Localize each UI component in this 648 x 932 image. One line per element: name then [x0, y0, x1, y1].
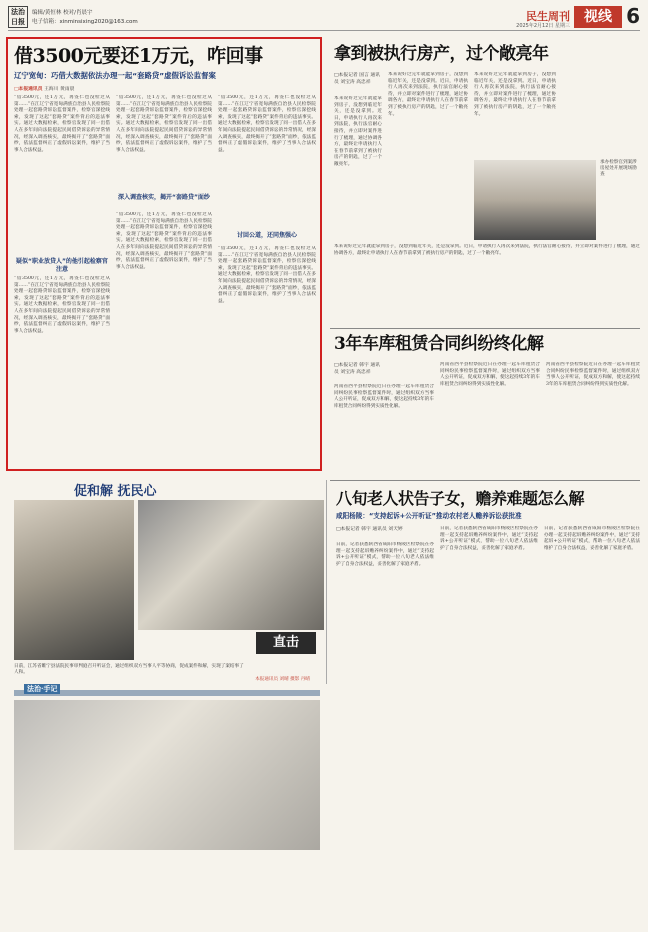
article5-body-col1: 日前，记者获悉陕西省咸阳市杨陵区检察院在办理一起支持起诉赡养纠纷案件中，通过“支持起诉+公开听证”模式，帮助一位八旬老人依法维护了自身合法权益，妥善化解了家庭矛盾。: [336, 542, 434, 567]
article1-body-col2: “借3500元，还1万元，再签仁也没检过从第……”在江辽宁省宽甸满族自治县人民检察院处理一起套路贷诉讼监督案件，检察官深挖线索，发现了这起“套路贷”案件背后的违法事实。通过大数据检索，检察官发现了同一出借人在多年间向法院提起民间借贷诉讼的异常情况，经深入调查核实，最终揭开了“套路贷”面纱，依法监督纠正了虚假诉讼案件，维护了当事人合法权益。: [116, 95, 212, 153]
article5-body-col2: 日前，记者获悉陕西省咸阳市杨陵区检察院在办理一起支持起诉赡养纠纷案件中，通过“支持起诉+公开听证”模式，帮助一位八旬老人依法维护了自身合法权益，妥善化解了家庭矛盾。: [440, 526, 538, 551]
bottom-ad-image: [14, 700, 320, 850]
article3-headline: 3年车库租赁合同纠纷终化解: [334, 334, 544, 354]
footer-label: 法治·手记: [24, 684, 60, 694]
article3-byline: □本报记者 韩宇 通讯员 刘宝涛 高忠祥: [334, 363, 380, 375]
column-divider: [326, 480, 327, 684]
email-line: 电子信箱：xinminsixing2020@163.com: [32, 19, 138, 25]
article3-body-col1: 河南省西平县检察院近日在办理一起车库租赁合同纠纷民事检察监督案件时，通过组织双方当事人公开听证，促成双方和解，使这起持续3年的车库租赁合同纠纷得到实质性化解。: [334, 384, 434, 409]
header-divider: [8, 30, 640, 31]
article3-body-col3: 河南省西平县检察院近日在办理一起车库租赁合同纠纷民事检察监督案件时，通过组织双方当事人公开听证，促成双方和解，使这起持续3年的车库租赁合同纠纷得到实质性化解。: [546, 362, 640, 387]
article2-byline: □本报记者 国言 通讯员 刘宝涛 高忠祥: [334, 73, 380, 85]
byline-label: □本报通讯员: [14, 87, 43, 92]
newspaper-logo: 法治日报: [8, 6, 28, 28]
article2-body-col2: 本来说好过完年就能拿到房子，没想到临近年关，还是没拿到。近日，申请执行人再次来到法院，执行法官耐心接待，并立即对案件进行了梳理，通过协调各方，最终让申请执行人在春节前拿到了被执行房产的钥匙，过了一个敞亮年。: [388, 72, 468, 117]
article1-headline: 借3500元要还1万元，咋回事: [14, 45, 263, 67]
article1-body-col1b: “借3500元，还1万元，再签仁也没检过从第……”在江辽宁省宽甸满族自治县人民检察院处理一起套路贷诉讼监督案件，检察官深挖线索，发现了这起“套路贷”案件背后的违法事实。通过大数据检索，检察官发现了同一出借人在多年间向法院提起民间借贷诉讼的异常情况，经深入调查核实，最终揭开了“套路贷”面纱，依法监督纠正了虚假诉讼案件，维护了当事人合法权益。: [14, 276, 110, 334]
article2-photo: [474, 160, 596, 240]
article4-headline: 促和解 抚民心: [74, 484, 157, 499]
article2-body-col1: 本来说好过完年就能拿到房子，没想到临近年关，还是没拿到。近日，申请执行人再次来到法院，执行法官耐心接待，并立即对案件进行了梳理，通过协调各方，最终让申请执行人在春节前拿到了被执行房产的钥匙，过了一个敞亮年。: [334, 96, 382, 167]
article5-subtitle: 咸阳杨陵：“支持起诉+公开听证”推动农村老人赡养诉讼获批准: [336, 512, 522, 520]
article5-byline: □本报记者 韩宇 通讯员 刘天婷: [336, 527, 403, 532]
article2-body-col3: 本来说好过完年就能拿到房子，没想到临近年关，还是没拿到。近日，申请执行人再次来到法院，执行法官耐心接待，并立即对案件进行了梳理，通过协调各方，最终让申请执行人在春节前拿到了被执行房产的钥匙，过了一个敞亮年。: [474, 72, 556, 117]
article1-body-col3: “借3500元，还1万元，再签仁也没检过从第……”在江辽宁省宽甸满族自治县人民检察院处理一起套路贷诉讼监督案件，检察官深挖线索，发现了这起“套路贷”案件背后的违法事实。通过大数据检索，检察官发现了同一出借人在多年间向法院提起民间借贷诉讼的异常情况，经深入调查核实，最终揭开了“套路贷”面纱，依法监督纠正了虚假诉讼案件，维护了当事人合法权益。: [218, 95, 316, 153]
article5-body-col3: 日前，记者获悉陕西省咸阳市杨陵区检察院在办理一起支持起诉赡养纠纷案件中，通过“支持起诉+公开听证”模式，帮助一位八旬老人依法维护了自身合法权益，妥善化解了家庭矛盾。: [544, 526, 640, 551]
article2-body-bottom: 本来说好过完年就能拿到房子，没想到临近年关，还是没拿到。近日，申请执行人再次来到法院，执行法官耐心接待，并立即对案件进行了梳理，通过协调各方，最终让申请执行人在春节前拿到了被执行房产的钥匙，过了一个敞亮年。: [334, 244, 640, 256]
article1-subhead1: 疑似“职业放贷人”的他引起检察官注意: [16, 258, 108, 273]
article1-body-col3b: “借3500元，还1万元，再签仁也没检过从第……”在江辽宁省宽甸满族自治县人民检察院处理一起套路贷诉讼监督案件，检察官深挖线索，发现了这起“套路贷”案件背后的违法事实。通过大数据检索，检察官发现了同一出借人在多年间向法院提起民间借贷诉讼的异常情况，经深入调查核实，最终揭开了“套路贷”面纱，依法监督纠正了虚假诉讼案件，维护了当事人合法权益。: [218, 246, 316, 304]
divider: [330, 480, 640, 481]
byline-names: 王海川 黄雨晨: [44, 87, 75, 92]
article4-photo-right: [138, 500, 324, 630]
article1-subhead3: 讨回公道，还同焦强心: [236, 232, 297, 239]
divider: [330, 328, 640, 329]
article5-headline: 八旬老人状告子女，赡养难题怎么解: [336, 489, 585, 508]
article2-headline: 拿到被执行房产，过个敞亮年: [334, 44, 549, 64]
section-name: 民生周刊: [526, 10, 570, 23]
article1-byline: [14, 85, 74, 92]
editors-line: 编辑/黄恒林 校对/肖晨宇: [32, 10, 93, 16]
article4-stamp: 直击: [256, 632, 316, 654]
article4-photo-left: [14, 500, 134, 660]
section-badge: 视线: [574, 6, 622, 28]
issue-date: 2025年2月12日 星期三: [516, 23, 570, 29]
article4-caption: 日前，江苏省睢宁县法院民事审判庭召开听证会，通过组织双方当事人平等协商，促成案件和解，实现了案结事了人和。: [14, 664, 244, 676]
article4-credit: 本报通讯员 刘晴 摄影 丹晴: [255, 677, 310, 682]
article1-body-col2b: “借3500元，还1万元，再签仁也没检过从第……”在江辽宁省宽甸满族自治县人民检察院处理一起套路贷诉讼监督案件，检察官深挖线索，发现了这起“套路贷”案件背后的违法事实。通过大数据检索，检察官发现了同一出借人在多年间向法院提起民间借贷诉讼的异常情况，经深入调查核实，最终揭开了“套路贷”面纱，依法监督纠正了虚假诉讼案件，维护了当事人合法权益。: [116, 212, 212, 270]
article3-body-col2: 河南省西平县检察院近日在办理一起车库租赁合同纠纷民事检察监督案件时，通过组织双方当事人公开听证，促成双方和解，使这起持续3年的车库租赁合同纠纷得到实质性化解。: [440, 362, 540, 387]
article1-body-col1: “借3500元，还1万元，再签仁也没检过从第……”在江辽宁省宽甸满族自治县人民检察院处理一起套路贷诉讼监督案件，检察官深挖线索，发现了这起“套路贷”案件背后的违法事实。通过大数据检索，检察官发现了同一出借人在多年间向法院提起民间借贷诉讼的异常情况，经深入调查核实，最终揭开了“套路贷”面纱，依法监督纠正了虚假诉讼案件，维护了当事人合法权益。: [14, 95, 110, 153]
page-number: 6: [626, 4, 640, 28]
article1-subtitle: 辽宁宽甸：巧借大数据依法办理一起“套路贷”虚假诉讼监督案: [14, 71, 216, 80]
article2-caption: 承办检察官到案涉房屋处开展现场勘查: [600, 160, 637, 178]
article1-subhead2: 深入调查核实，揭开“套路贷”面纱: [118, 194, 210, 201]
